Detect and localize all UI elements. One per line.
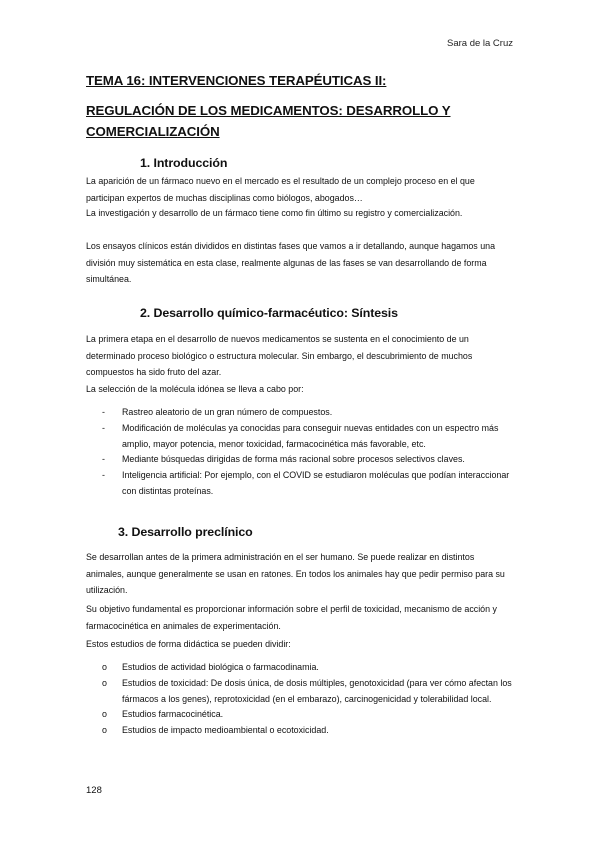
list-item: o Estudios farmacocinética. — [102, 707, 514, 723]
list-item: - Mediante búsquedas dirigidas de forma más racional sobre procesos selectivos claves. — [102, 452, 514, 468]
dash-bullet: - — [102, 470, 105, 481]
document-title-line1: TEMA 16: INTERVENCIONES TERAPÉUTICAS II: — [86, 73, 387, 88]
selection-methods-list — [102, 405, 514, 500]
dash-bullet: - — [102, 407, 105, 417]
section-heading-sintesis: 2. Desarrollo químico-farmacéutico: Síntesis — [140, 306, 398, 320]
paragraph: Su objetivo fundamental es proporcionar información sobre el perfil de toxicidad, mecanismo de acción y farmacocinética en animales de experimentación. — [86, 604, 497, 631]
list-item: o Estudios de impacto medioambiental o ecotoxicidad. — [102, 723, 514, 739]
paragraph: La aparición de un fármaco nuevo en el mercado es el resultado de un complejo proceso en el que participan expertos de muchas disciplinas como biólogos, abogados… — [86, 176, 475, 203]
circle-bullet: o — [102, 709, 107, 720]
list-item: o Estudios de actividad biológica o farmacodinamia. — [102, 660, 514, 676]
circle-bullet: o — [102, 725, 107, 736]
dash-bullet: - — [102, 454, 105, 465]
author-header: Sara de la Cruz — [446, 38, 513, 49]
list-item: - Modificación de moléculas ya conocidas para conseguir nuevas entidades con un espectro más amplio, mayor potencia, menor toxicidad, farmacocinética más favorable, etc. — [102, 422, 499, 449]
list-item: - Rastreo aleatorio de un gran número de compuestos. — [102, 405, 514, 421]
list-item: o Estudios de toxicidad: De dosis única, de dosis múltiples, genotoxicidad (para ver cómo afectan los fármacos a los genes), reprotoxicidad (en el embarazo), carcinogenicidad y tolerabilidad local. — [102, 677, 512, 704]
page-number: 128 — [86, 785, 102, 796]
circle-bullet: o — [102, 662, 107, 672]
section-heading-preclinico: 3. Desarrollo preclínico — [118, 525, 253, 539]
paragraph: Los ensayos clínicos están divididos en distintas fases que vamos a ir detallando, aunque hagamos una división muy sistemática en esta clase, realmente algunas de las fases se van desarrollando de forma simultánea. — [86, 241, 495, 285]
paragraph: Estos estudios de forma didáctica se pueden dividir: — [86, 639, 291, 649]
document-title-line2: REGULACIÓN DE LOS MEDICAMENTOS: DESARROLLO Y COMERCIALIZACIÓN — [86, 103, 451, 139]
circle-bullet: o — [102, 677, 107, 688]
paragraph: La selección de la molécula idónea se lleva a cabo por: — [86, 384, 304, 394]
dash-bullet: - — [102, 422, 105, 433]
list-item: - Inteligencia artificial: Por ejemplo, con el COVID se estudiaron moléculas que podían interaccionar con distintas proteínas. — [102, 470, 510, 496]
paragraph: La primera etapa en el desarrollo de nuevos medicamentos se sustenta en el conocimiento de un determinado proceso biológico o estructura molecular. Sin embargo, el descubrimiento de muchos compuestos ha sido fruto del azar. — [86, 334, 473, 378]
preclinical-studies-list — [102, 660, 514, 739]
section-heading-introduccion: 1. Introducción — [140, 156, 228, 170]
paragraph: La investigación y desarrollo de un fármaco tiene como fin último su registro y comercialización. — [86, 208, 463, 218]
paragraph: Se desarrollan antes de la primera administración en el ser humano. Se puede realizar en distintos animales, aunque generalmente se usan en ratones. En todos los animales hay que pedir permiso para su utilización. — [86, 552, 505, 596]
